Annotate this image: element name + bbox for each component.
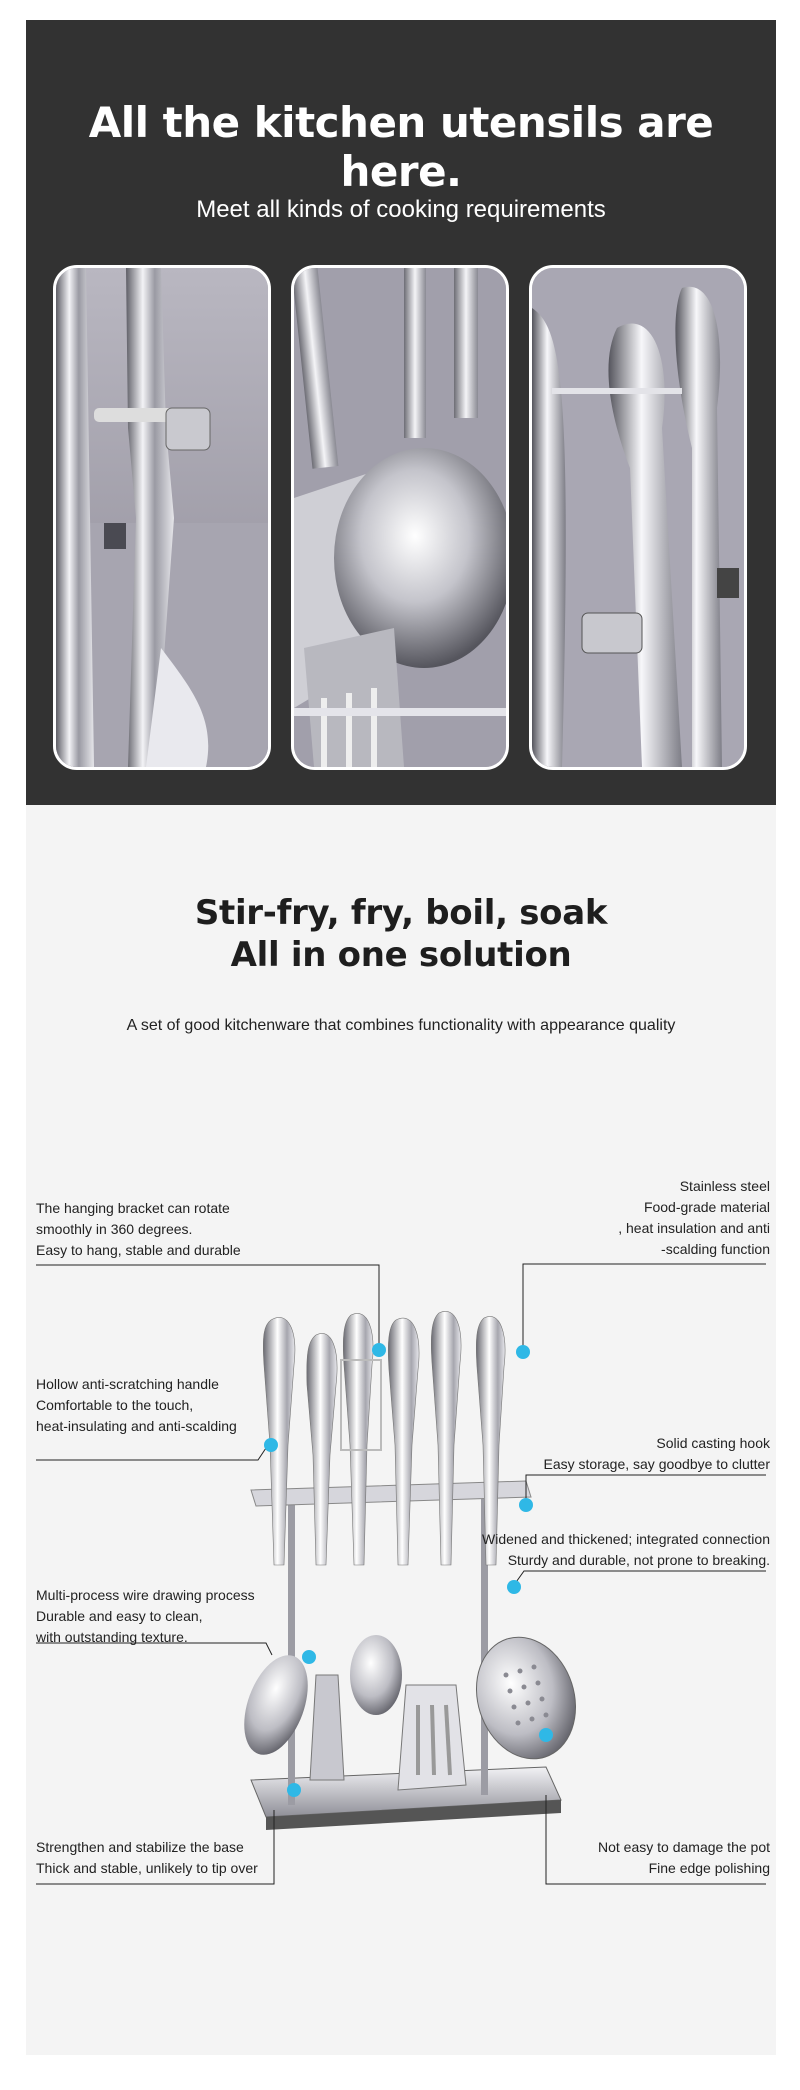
callout-steel-line: Stainless steel — [679, 1178, 770, 1194]
callout-edge-line: Not easy to damage the pot — [598, 1839, 770, 1855]
features-section — [26, 805, 776, 2055]
callout-steel-line: , heat insulation and anti — [618, 1220, 770, 1236]
hero-section — [26, 20, 776, 805]
callout-connection-line: Sturdy and durable, not prone to breaking. — [507, 1552, 770, 1568]
callout-hook-line: Easy storage, say goodbye to clutter — [543, 1456, 770, 1472]
callout-edge — [598, 1837, 770, 1879]
callout-dot-base — [287, 1783, 301, 1797]
callout-dot-wire — [302, 1650, 316, 1664]
callout-wire-line: Durable and easy to clean, — [36, 1608, 203, 1624]
callout-dot-steel — [516, 1345, 530, 1359]
callout-base-line: Strengthen and stabilize the base — [36, 1839, 244, 1855]
callout-bracket-line: smoothly in 360 degrees. — [36, 1221, 193, 1237]
features-title-line-2: All in one solution — [230, 935, 572, 975]
callout-bracket-line: The hanging bracket can rotate — [36, 1200, 230, 1216]
callout-bracket-line: Easy to hang, stable and durable — [36, 1242, 241, 1258]
callout-handle-line: Comfortable to the touch, — [36, 1397, 194, 1413]
callout-handle-line: heat-insulating and anti-scalding — [36, 1418, 237, 1434]
closeup-photo-spoons — [291, 265, 509, 770]
callout-handle — [36, 1374, 237, 1437]
callout-base — [36, 1837, 258, 1879]
callout-steel — [618, 1176, 770, 1260]
callout-edge-line: Fine edge polishing — [648, 1860, 770, 1876]
callout-base-line: Thick and stable, unlikely to tip over — [36, 1860, 258, 1876]
closeup-photo-handles — [53, 265, 271, 770]
hero-subtitle: Meet all kinds of cooking requirements — [196, 196, 606, 223]
callout-steel-line: Food-grade material — [643, 1199, 770, 1215]
callout-dot-handle — [264, 1438, 278, 1452]
callout-steel-line: -scalding function — [661, 1241, 770, 1257]
callout-dot-edge — [539, 1728, 553, 1742]
callout-handle-line: Hollow anti-scratching handle — [36, 1376, 219, 1392]
callout-hook-line: Solid casting hook — [656, 1435, 770, 1451]
callout-connection — [482, 1529, 770, 1571]
callout-wire — [36, 1585, 255, 1648]
callout-bracket — [36, 1198, 241, 1261]
callout-dot-connection — [507, 1580, 521, 1594]
callout-wire-line: Multi-process wire drawing process — [36, 1587, 255, 1603]
callout-connection-line: Widened and thickened; integrated connection — [482, 1531, 770, 1547]
callout-dot-hook — [519, 1498, 533, 1512]
features-title-line-1: Stir-fry, fry, boil, soak — [194, 893, 608, 933]
hero-title: All the kitchen utensils are here. — [88, 98, 714, 196]
features-subtitle: A set of good kitchenware that combines functionality with appearance quality — [126, 1017, 676, 1034]
callout-dot-bracket — [372, 1343, 386, 1357]
callout-hook — [544, 1433, 770, 1475]
callout-wire-line: with outstanding texture. — [36, 1629, 188, 1645]
closeup-photo-handle-hook — [529, 265, 747, 770]
